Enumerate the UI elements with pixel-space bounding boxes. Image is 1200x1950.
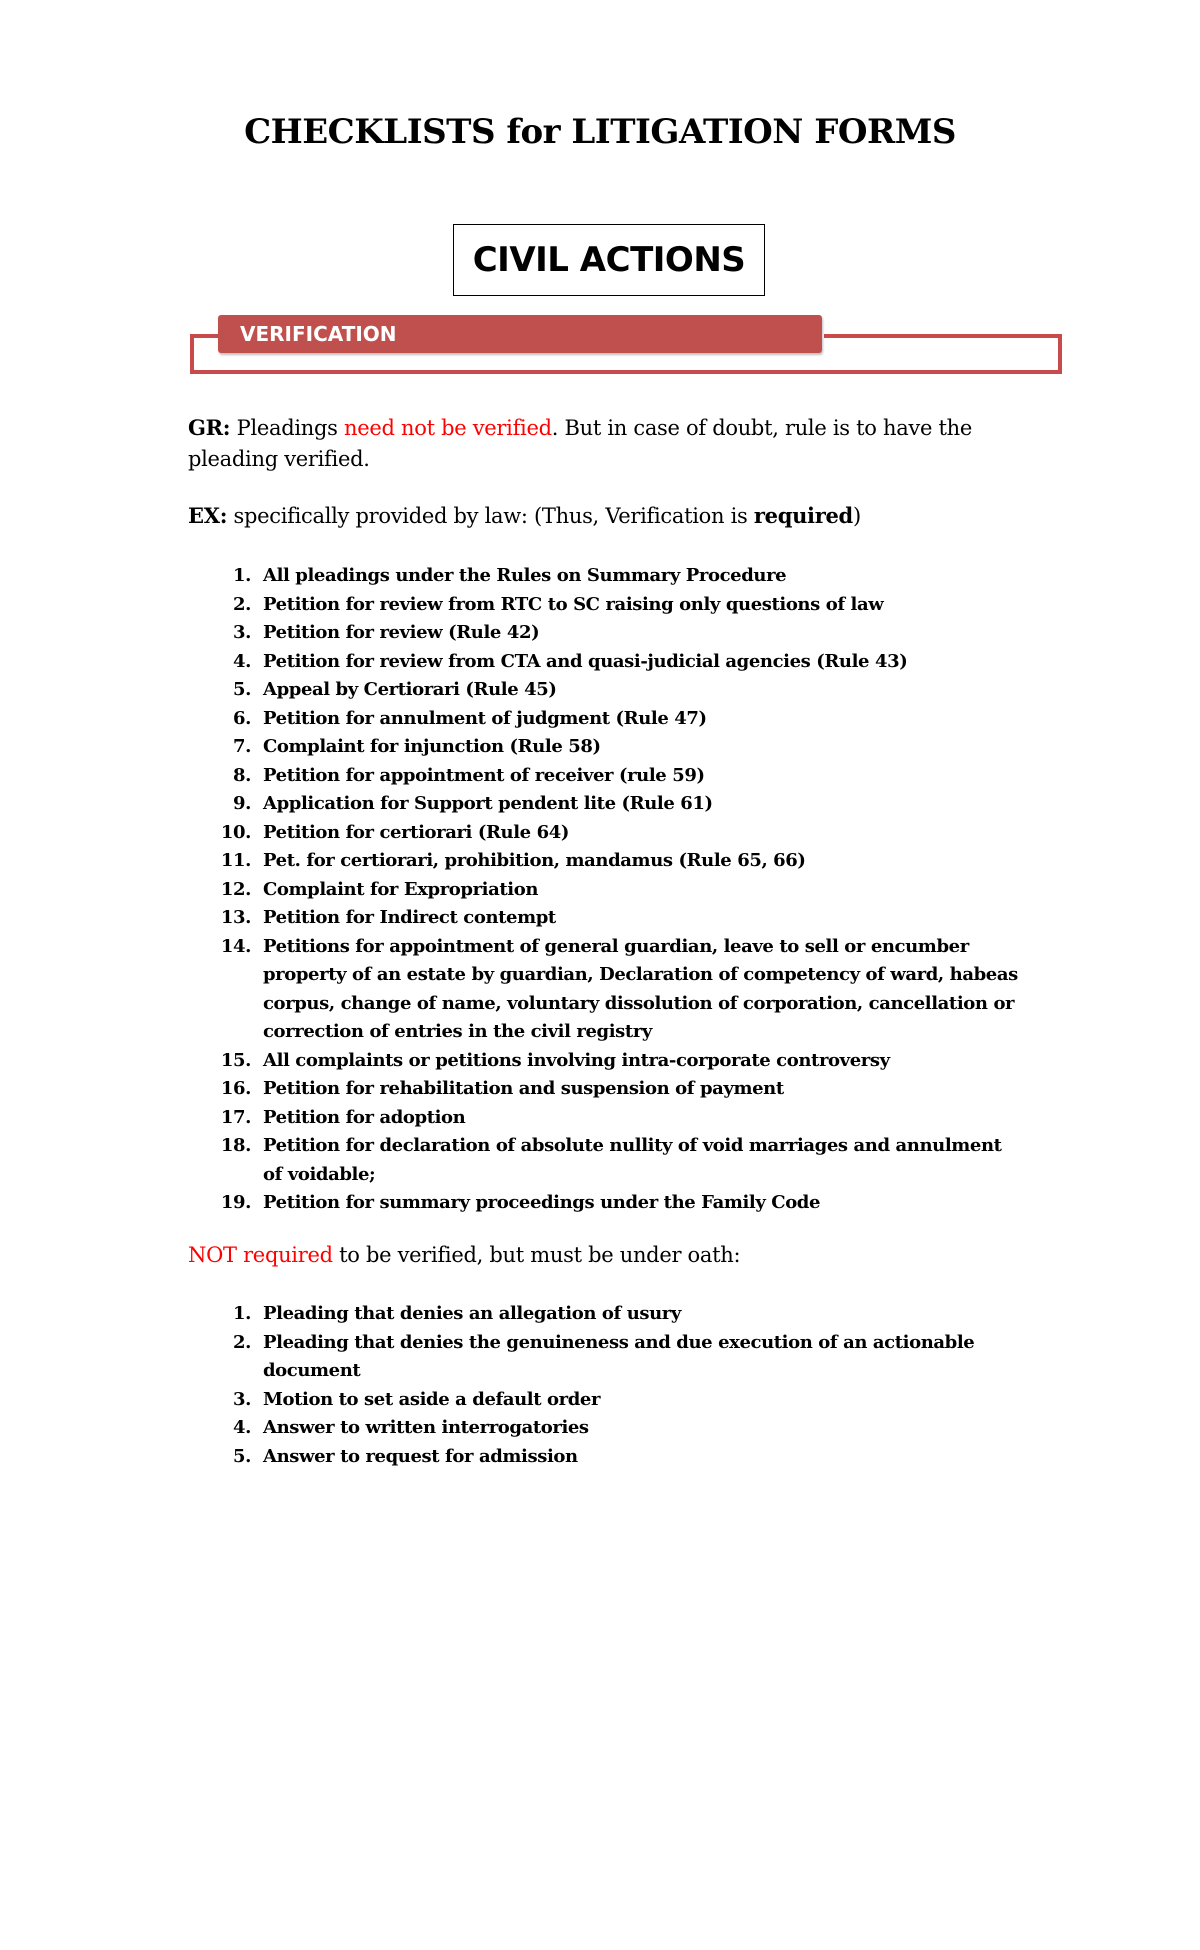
list-item-number: 9. [233, 793, 251, 814]
ex-label: EX: [188, 503, 228, 528]
list-item [188, 648, 1018, 677]
list-item-number: 14. [220, 935, 251, 957]
list-item-text: Petition for adoption [263, 1106, 466, 1128]
list-item-text: Petition for appointment of receiver (rule 59) [263, 764, 705, 786]
ex-text-end: ) [852, 504, 861, 528]
list-item [188, 762, 1018, 791]
list-item [188, 1104, 1018, 1133]
list-item [188, 733, 1018, 762]
list-item [188, 1329, 1018, 1386]
section-heading: CIVIL ACTIONS [472, 240, 746, 280]
list-item-text: Appeal by Certiorari (Rule 45) [263, 679, 557, 700]
list-item [188, 1189, 1018, 1218]
list-item-number: 16. [220, 1078, 251, 1099]
not-required-paragraph [188, 1240, 1018, 1271]
list-item [188, 562, 1018, 591]
list-item [188, 904, 1018, 933]
list-item [188, 1386, 1018, 1415]
list-item-number: 7. [233, 736, 251, 757]
list-item-number: 17. [220, 1106, 251, 1128]
list-item-text: Application for Support pendent lite (Rule 61) [263, 793, 713, 814]
list-item [188, 591, 1018, 620]
list-item-number: 8. [233, 764, 251, 786]
list-item-number: 18. [220, 1135, 251, 1156]
list-item [188, 1132, 1018, 1189]
exception-paragraph [188, 500, 1018, 532]
list-item [188, 933, 1018, 1047]
list-item-number: 1. [233, 565, 251, 586]
list-item-text: Answer to request for admission [263, 1445, 578, 1467]
list-item-text: Pleading that denies an allegation of usury [263, 1303, 681, 1324]
list-item-number: 1. [233, 1303, 251, 1324]
list-item-number: 4. [233, 1417, 251, 1438]
oath-required-list [188, 1300, 1018, 1471]
ex-text: specifically provided by law: (Thus, Verification is [227, 504, 754, 528]
list-item-text: Petition for certiorari (Rule 64) [263, 821, 569, 843]
not-required-highlight: NOT required [188, 1243, 333, 1267]
list-item-text: All complaints or petitions involving intra-corporate controversy [263, 1049, 890, 1071]
gr-text-before: Pleadings [230, 416, 344, 440]
list-item-text: Pleading that denies the genuineness and due execution of an actionable document [263, 1331, 975, 1381]
list-item-text: Petition for declaration of absolute nullity of void marriages and annulment of voidable; [263, 1135, 1002, 1185]
section-heading-box [453, 224, 765, 296]
list-item [188, 705, 1018, 734]
list-item [188, 847, 1018, 876]
list-item [188, 619, 1018, 648]
document-title: CHECKLISTS for LITIGATION FORMS [244, 112, 956, 152]
list-item-text: Petition for review (Rule 42) [263, 622, 540, 643]
list-item-number: 13. [220, 907, 251, 928]
list-item-text: Petition for summary proceedings under the Family Code [263, 1192, 821, 1213]
not-required-text: to be verified, but must be under oath: [332, 1243, 741, 1267]
list-item-text: Complaint for injunction (Rule 58) [263, 736, 601, 757]
list-item-text: Petition for review from CTA and quasi-judicial agencies (Rule 43) [263, 650, 908, 672]
list-item-number: 11. [220, 850, 251, 871]
list-item-text: Petition for rehabilitation and suspension of payment [263, 1078, 784, 1099]
list-item-number: 6. [233, 707, 251, 729]
list-item-number: 10. [220, 821, 251, 843]
gr-text-after: . But in case of doubt, rule is to have the pleading verified. [188, 416, 972, 471]
list-item-number: 3. [233, 1388, 251, 1410]
list-item-number: 5. [233, 1445, 251, 1467]
list-item-text: Petition for review from RTC to SC raising only questions of law [263, 593, 884, 615]
verification-banner-label: VERIFICATION [240, 322, 397, 346]
list-item-number: 4. [233, 650, 251, 672]
ex-emphasis: required [753, 503, 853, 528]
list-item [188, 819, 1018, 848]
general-rule-paragraph [188, 412, 1018, 475]
list-item-text: All pleadings under the Rules on Summary Procedure [263, 565, 787, 586]
list-item-number: 5. [233, 679, 251, 700]
list-item-number: 19. [220, 1192, 251, 1213]
list-item-text: Motion to set aside a default order [263, 1388, 601, 1410]
list-item [188, 676, 1018, 705]
list-item-text: Petition for Indirect contempt [263, 907, 556, 928]
list-item-text: Petition for annulment of judgment (Rule 47) [263, 707, 707, 729]
list-item [188, 1300, 1018, 1329]
list-item-number: 3. [233, 622, 251, 643]
list-item [188, 1075, 1018, 1104]
list-item [188, 790, 1018, 819]
gr-label: GR: [188, 415, 231, 440]
list-item-number: 15. [220, 1049, 251, 1071]
gr-highlight: need not be verified [344, 416, 552, 440]
verification-required-list [188, 562, 1018, 1218]
list-item-number: 2. [233, 1331, 251, 1353]
verification-banner [218, 315, 822, 353]
list-item-number: 2. [233, 593, 251, 615]
list-item [188, 876, 1018, 905]
list-item [188, 1414, 1018, 1443]
list-item [188, 1443, 1018, 1472]
list-item-text: Petitions for appointment of general guardian, leave to sell or encumber property of an estate by guardian, Declaration of competency of ward, habeas corpus, change of name, voluntary dissolution of corporation, cancellation or correction of entries in the civil registry [263, 935, 1018, 1042]
list-item [188, 1047, 1018, 1076]
list-item-text: Answer to written interrogatories [263, 1417, 589, 1438]
list-item-text: Pet. for certiorari, prohibition, mandamus (Rule 65, 66) [263, 850, 806, 871]
list-item-text: Complaint for Expropriation [263, 878, 539, 900]
list-item-number: 12. [220, 878, 251, 900]
